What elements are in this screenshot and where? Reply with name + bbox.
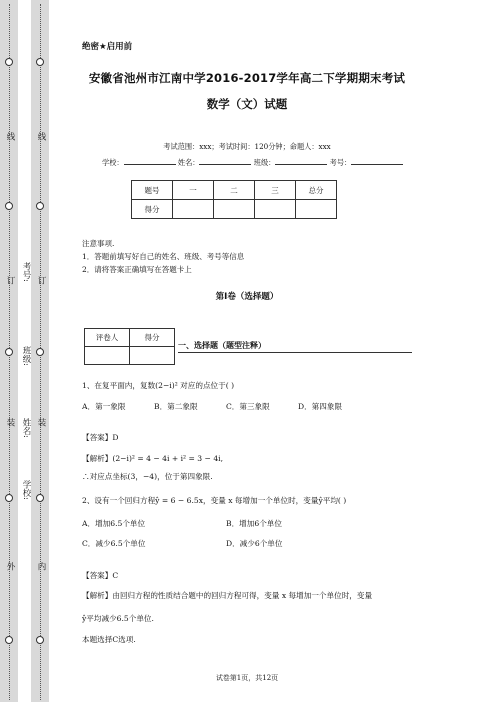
table-row bbox=[85, 347, 175, 365]
q1-answer: 【答案】D bbox=[82, 433, 119, 442]
q1-analysis: 【解析】(2−i)² = 4 − 4i + i² = 3 − 4i, bbox=[82, 454, 223, 463]
binding-hole bbox=[36, 348, 44, 356]
table-cell: 得分 bbox=[130, 329, 175, 347]
binding-hole bbox=[5, 202, 13, 210]
grader-table bbox=[84, 328, 175, 365]
score-blank[interactable] bbox=[173, 200, 214, 219]
score-blank[interactable] bbox=[214, 200, 255, 219]
grader-blank[interactable] bbox=[130, 347, 175, 365]
q1-option-d: D．第四象限 bbox=[298, 402, 343, 411]
q2-stem: 2、设有一个回归方程ŷ = 6 − 6.5x，变量 x 每增加一个单位时，变量ŷ平均( ) bbox=[82, 496, 347, 505]
q1-analysis-cont: ∴对应点坐标(3，−4)，位于第四象限. bbox=[82, 472, 213, 481]
binding-hole bbox=[5, 58, 13, 66]
notice-title: 注意事项. bbox=[82, 239, 115, 248]
binding-field-id: 考号: bbox=[21, 262, 31, 282]
secret-label: 绝密★启用前 bbox=[82, 42, 133, 52]
binding-hole bbox=[36, 58, 44, 66]
name-label: 姓名： bbox=[177, 158, 200, 167]
score-table bbox=[131, 180, 337, 219]
grader-blank[interactable] bbox=[85, 347, 130, 365]
q2-option-c: C．减少6.5个单位 bbox=[82, 539, 146, 548]
q1-option-a: A．第一象限 bbox=[82, 402, 126, 411]
q2-option-b: B．增加6个单位 bbox=[226, 519, 282, 528]
binding-hole bbox=[36, 494, 44, 502]
table-row bbox=[132, 181, 337, 200]
score-blank[interactable] bbox=[296, 200, 337, 219]
class-blank[interactable] bbox=[275, 156, 327, 165]
notice-item: 1．答题前填写好自己的姓名、班级、考号等信息 bbox=[82, 252, 245, 261]
section-title: 一、选择题（题型注释） bbox=[178, 340, 266, 350]
q1-option-c: C．第三象限 bbox=[226, 402, 270, 411]
inner-label-inside: 内 bbox=[36, 562, 46, 571]
table-cell: 二 bbox=[214, 181, 255, 200]
table-cell: 评卷人 bbox=[85, 329, 130, 347]
table-cell: 得分 bbox=[132, 200, 173, 219]
table-cell: 总分 bbox=[296, 181, 337, 200]
exam-subtitle: 数学（文）试题 bbox=[206, 97, 288, 111]
student-info-line bbox=[102, 156, 403, 168]
exam-title: 安徽省池州市江南中学2016-2017学年高二下学期期末考试 bbox=[88, 71, 406, 85]
id-label: 考号： bbox=[329, 158, 352, 167]
outer-label-line: 线 bbox=[5, 132, 15, 141]
inner-label-pack: 装 bbox=[36, 418, 46, 427]
binding-field-class: 班级: bbox=[21, 346, 31, 366]
exam-meta: 考试范围：xxx；考试时间：120分钟；命题人：xxx bbox=[163, 142, 331, 151]
table-cell: 三 bbox=[255, 181, 296, 200]
binding-field-name: 姓名: bbox=[21, 418, 31, 438]
page-footer: 试卷第1页，共12页 bbox=[215, 674, 279, 682]
table-cell: 题号 bbox=[132, 181, 173, 200]
q2-analysis-cont: ŷ平均减少6.5个单位. bbox=[82, 614, 154, 623]
table-row bbox=[132, 200, 337, 219]
exam-page bbox=[82, 0, 482, 702]
binding-margin bbox=[0, 0, 76, 702]
notice-item: 2．请将答案正确填写在答题卡上 bbox=[82, 265, 192, 274]
q1-option-b: B．第二象限 bbox=[154, 402, 198, 411]
school-blank[interactable] bbox=[124, 156, 176, 165]
outer-label-outside: 外 bbox=[5, 562, 15, 571]
binding-hole bbox=[5, 494, 13, 502]
binding-field-school: 学校: bbox=[21, 480, 31, 500]
table-row bbox=[85, 329, 175, 347]
inner-label-line: 线 bbox=[36, 132, 46, 141]
name-blank[interactable] bbox=[199, 156, 251, 165]
q2-analysis-end: 本题选择C选项. bbox=[82, 635, 136, 644]
binding-hole bbox=[36, 636, 44, 644]
q2-analysis: 【解析】由回归方程的性质结合题中的回归方程可得，变量 x 每增加一个单位时，变量 bbox=[82, 591, 373, 600]
q1-stem: 1、在复平面内，复数(2−i)² 对应的点位于( ) bbox=[82, 381, 235, 390]
q2-option-d: D．减少6个单位 bbox=[226, 539, 283, 548]
inner-label-bind: 订 bbox=[36, 276, 46, 285]
q2-option-a: A．增加6.5个单位 bbox=[82, 519, 146, 528]
binding-hole bbox=[5, 636, 13, 644]
binding-hole bbox=[5, 348, 13, 356]
class-label: 班级： bbox=[253, 158, 276, 167]
section-divider bbox=[178, 352, 412, 353]
school-label: 学校： bbox=[102, 158, 124, 167]
binding-hole bbox=[36, 202, 44, 210]
notice-block bbox=[82, 237, 244, 276]
outer-label-pack: 装 bbox=[5, 418, 15, 427]
q2-answer: 【答案】C bbox=[82, 571, 119, 580]
outer-label-bind: 订 bbox=[5, 276, 15, 285]
score-blank[interactable] bbox=[255, 200, 296, 219]
part-title: 第I卷（选择题） bbox=[215, 292, 279, 302]
id-blank[interactable] bbox=[351, 156, 403, 165]
table-cell: 一 bbox=[173, 181, 214, 200]
